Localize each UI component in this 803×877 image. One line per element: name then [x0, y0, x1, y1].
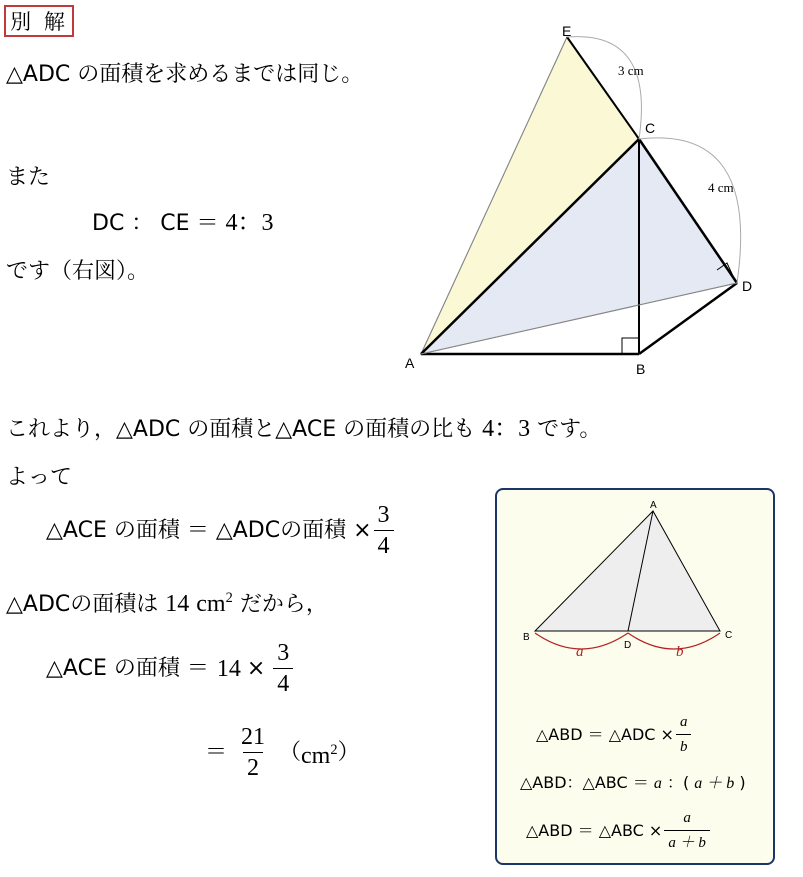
line-mata: また	[6, 165, 51, 190]
length-cd: 4 cm	[708, 180, 734, 195]
ref-f3-lhs: △ABD ＝ △ABC ×	[526, 820, 663, 840]
eq2-suffix: だから，	[239, 592, 328, 617]
line-desu: です（右図）。	[6, 259, 150, 284]
ref-f1-den: b	[676, 734, 692, 757]
eq3-den: 4	[273, 668, 293, 697]
line-intro: △ADC の面積を求めるまでは同じ。	[6, 62, 364, 87]
eq4-num: 21	[241, 724, 266, 750]
ref-f1-lhs: △ABD ＝ △ADC ×	[536, 724, 674, 744]
eq2-prefix: △ADCの面積は	[6, 592, 159, 617]
eq4-unit-close: ）	[337, 739, 360, 765]
eq3-times: ×	[246, 655, 266, 681]
eq3-lhs: △ACE の面積 ＝	[46, 655, 209, 681]
ref-triangle	[535, 511, 720, 631]
area-ratio-end: です。	[537, 417, 602, 442]
eq1-num: 3	[377, 502, 390, 528]
ref-arc-b	[628, 633, 720, 649]
label-e: E	[562, 23, 572, 39]
ref-f2-close: )	[739, 773, 746, 792]
eq3-num: 3	[277, 640, 290, 666]
eq4-unit: $cm^2$	[301, 741, 338, 769]
ref-formula-2	[520, 773, 746, 794]
ref-formula-1	[536, 712, 693, 757]
ref-f3-fraction	[664, 808, 710, 853]
line-yotte: よって	[6, 465, 73, 490]
ref-f1-fraction	[676, 712, 692, 757]
area-ratio-text: これより，△ADC の面積と△ACE の面積の比も	[6, 417, 476, 442]
ref-f2-expr: a ＋ b	[694, 775, 735, 792]
eq1-den: 4	[374, 530, 394, 559]
ref-seg-a: a	[576, 644, 584, 660]
section-badge: 別 解	[4, 5, 74, 37]
area-ratio-value: 4：3	[482, 416, 531, 442]
eq3-value: 14	[216, 655, 241, 682]
label-b: B	[636, 361, 646, 377]
label-a: A	[405, 355, 415, 371]
eq4-eq: ＝	[205, 739, 228, 765]
eq4-unit-open: （	[279, 739, 302, 765]
ref-label-a: A	[650, 500, 657, 511]
ref-label-c: C	[725, 630, 733, 641]
ratio-value: 4：3	[225, 210, 274, 236]
ref-f2-colon: ：(	[666, 773, 690, 792]
ref-f3-den: a ＋ b	[664, 830, 710, 853]
eq4-den: 2	[243, 752, 263, 781]
ref-label-d: D	[624, 640, 632, 651]
ratio-lhs: DC ： CE ＝	[92, 211, 219, 236]
eq2-value: 14	[165, 591, 190, 617]
ref-label-b: B	[523, 632, 530, 643]
ref-f1-num: a	[679, 714, 688, 730]
ref-f3-num: a	[683, 810, 691, 826]
ref-f2-lhs: △ABD：△ABC ＝	[520, 773, 649, 792]
label-d: D	[742, 278, 753, 294]
label-c: C	[645, 120, 656, 136]
ref-formula-3	[526, 808, 712, 853]
eq1-lhs: △ACE の面積 ＝ △ADCの面積 ×	[46, 517, 372, 543]
ref-seg-b: b	[676, 644, 684, 660]
eq2-unit: $cm^2$	[196, 590, 233, 617]
ref-f2-a: a	[653, 775, 662, 792]
length-ec: 3 cm	[618, 63, 644, 78]
